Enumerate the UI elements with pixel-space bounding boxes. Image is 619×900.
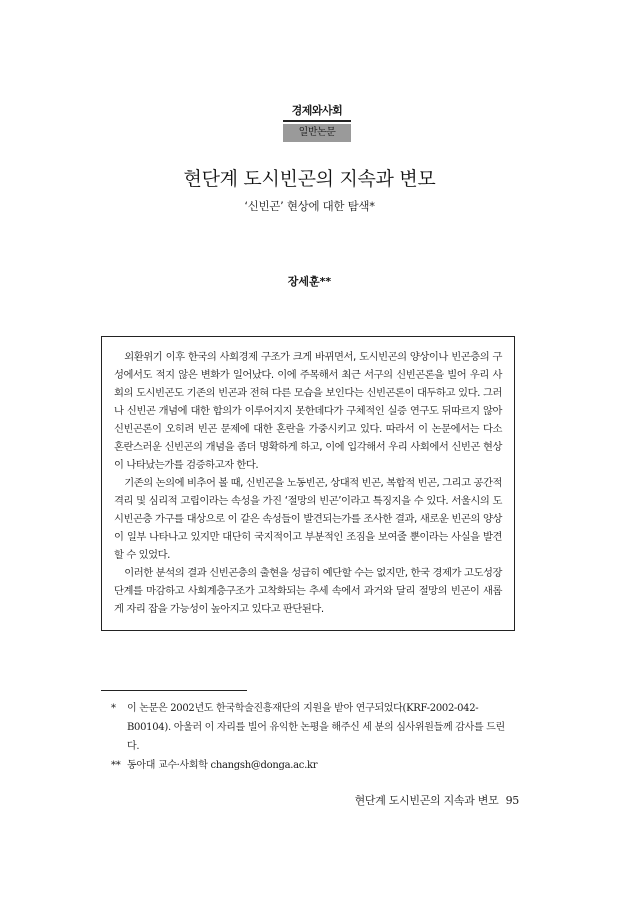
abstract-paragraph: 기존의 논의에 비추어 볼 때, 신빈곤을 노동빈곤, 상대적 빈곤, 복합적 빈곤, 그리고 공간적 격리 및 심리적 고립이라는 속성을 가진 ‘절망의 빈곤’이라고 특징지을 수 있다. 서울시의 도시빈곤층 가구를 대상으로 이 같은 속성들이 발견되는가를 조사한 결과, 새로운 빈곤의 양상이 일부 나타나고 있지만 대단히 국지적이고 부분적인 조짐을 보여줄 뿐이라는 사실을 발견할 수 있었다. — [114, 477, 502, 561]
paper-subtitle: ‘신빈곤’ 현상에 대한 탐색* — [244, 199, 375, 213]
footnote-funding — [101, 699, 515, 756]
abstract-box — [101, 336, 515, 631]
paper-title: 현단계 도시빈곤의 지속과 변모 — [183, 168, 436, 190]
footnote-marker: * — [111, 703, 116, 714]
page-number: 95 — [505, 794, 519, 807]
footnote-marker: ** — [111, 760, 121, 771]
article-type-label: 일반논문 — [283, 124, 351, 142]
footnote-divider — [101, 690, 247, 691]
abstract-paragraph: 이러한 분석의 결과 신빈곤층의 출현을 성급히 예단할 수는 없지만, 한국 경제가 고도성장 단계를 마감하고 사회계층구조가 고착화되는 추세 속에서 과거와 달리 절망의 빈곤이 새롭게 자리 잡을 가능성이 높아지고 있다고 판단된다. — [114, 567, 502, 615]
running-title: 현단계 도시빈곤의 지속과 변모 — [354, 794, 499, 807]
journal-category-label: 경제와사회 — [283, 101, 351, 122]
abstract-paragraph: 외환위기 이후 한국의 사회경제 구조가 크게 바뀌면서, 도시빈곤의 양상이나 빈곤층의 구성에서도 적지 않은 변화가 일어났다. 이에 주목해서 최근 서구의 신빈곤론을 빌어 우리 사회의 도시빈곤도 기존의 빈곤과 전혀 다른 모습을 보인다는 신빈곤론이 대두하고 있다. 그러나 신빈곤 개념에 대한 합의가 이루어지지 못한데다가 구체적인 실증 연구도 뒤따르지 않아 신빈곤론이 오히려 빈곤 문제에 대한 혼란을 가중시키고 있다. 따라서 이 논문에서는 다소 혼란스러운 신빈곤의 개념을 좀더 명확하게 하고, 이에 입각해서 우리 사회에서 신빈곤 현상이 나타났는가를 검증하고자 한다. — [114, 351, 502, 471]
page-footer — [355, 792, 519, 808]
footnotes — [101, 699, 515, 775]
footnote-text: 이 논문은 2002년도 한국학술진흥재단의 지원을 받아 연구되었다(KRF-2002-042-B00104). 아울러 이 자리를 빌어 유익한 논평을 해주신 세 분의 심사위원들께 감사를 드린다. — [127, 703, 505, 752]
paper-author: 장세훈** — [287, 275, 332, 288]
footnote-author-affiliation — [101, 756, 515, 775]
section-header — [283, 101, 351, 142]
footnote-text: 동아대 교수·사회학 changsh@donga.ac.kr — [127, 760, 318, 771]
